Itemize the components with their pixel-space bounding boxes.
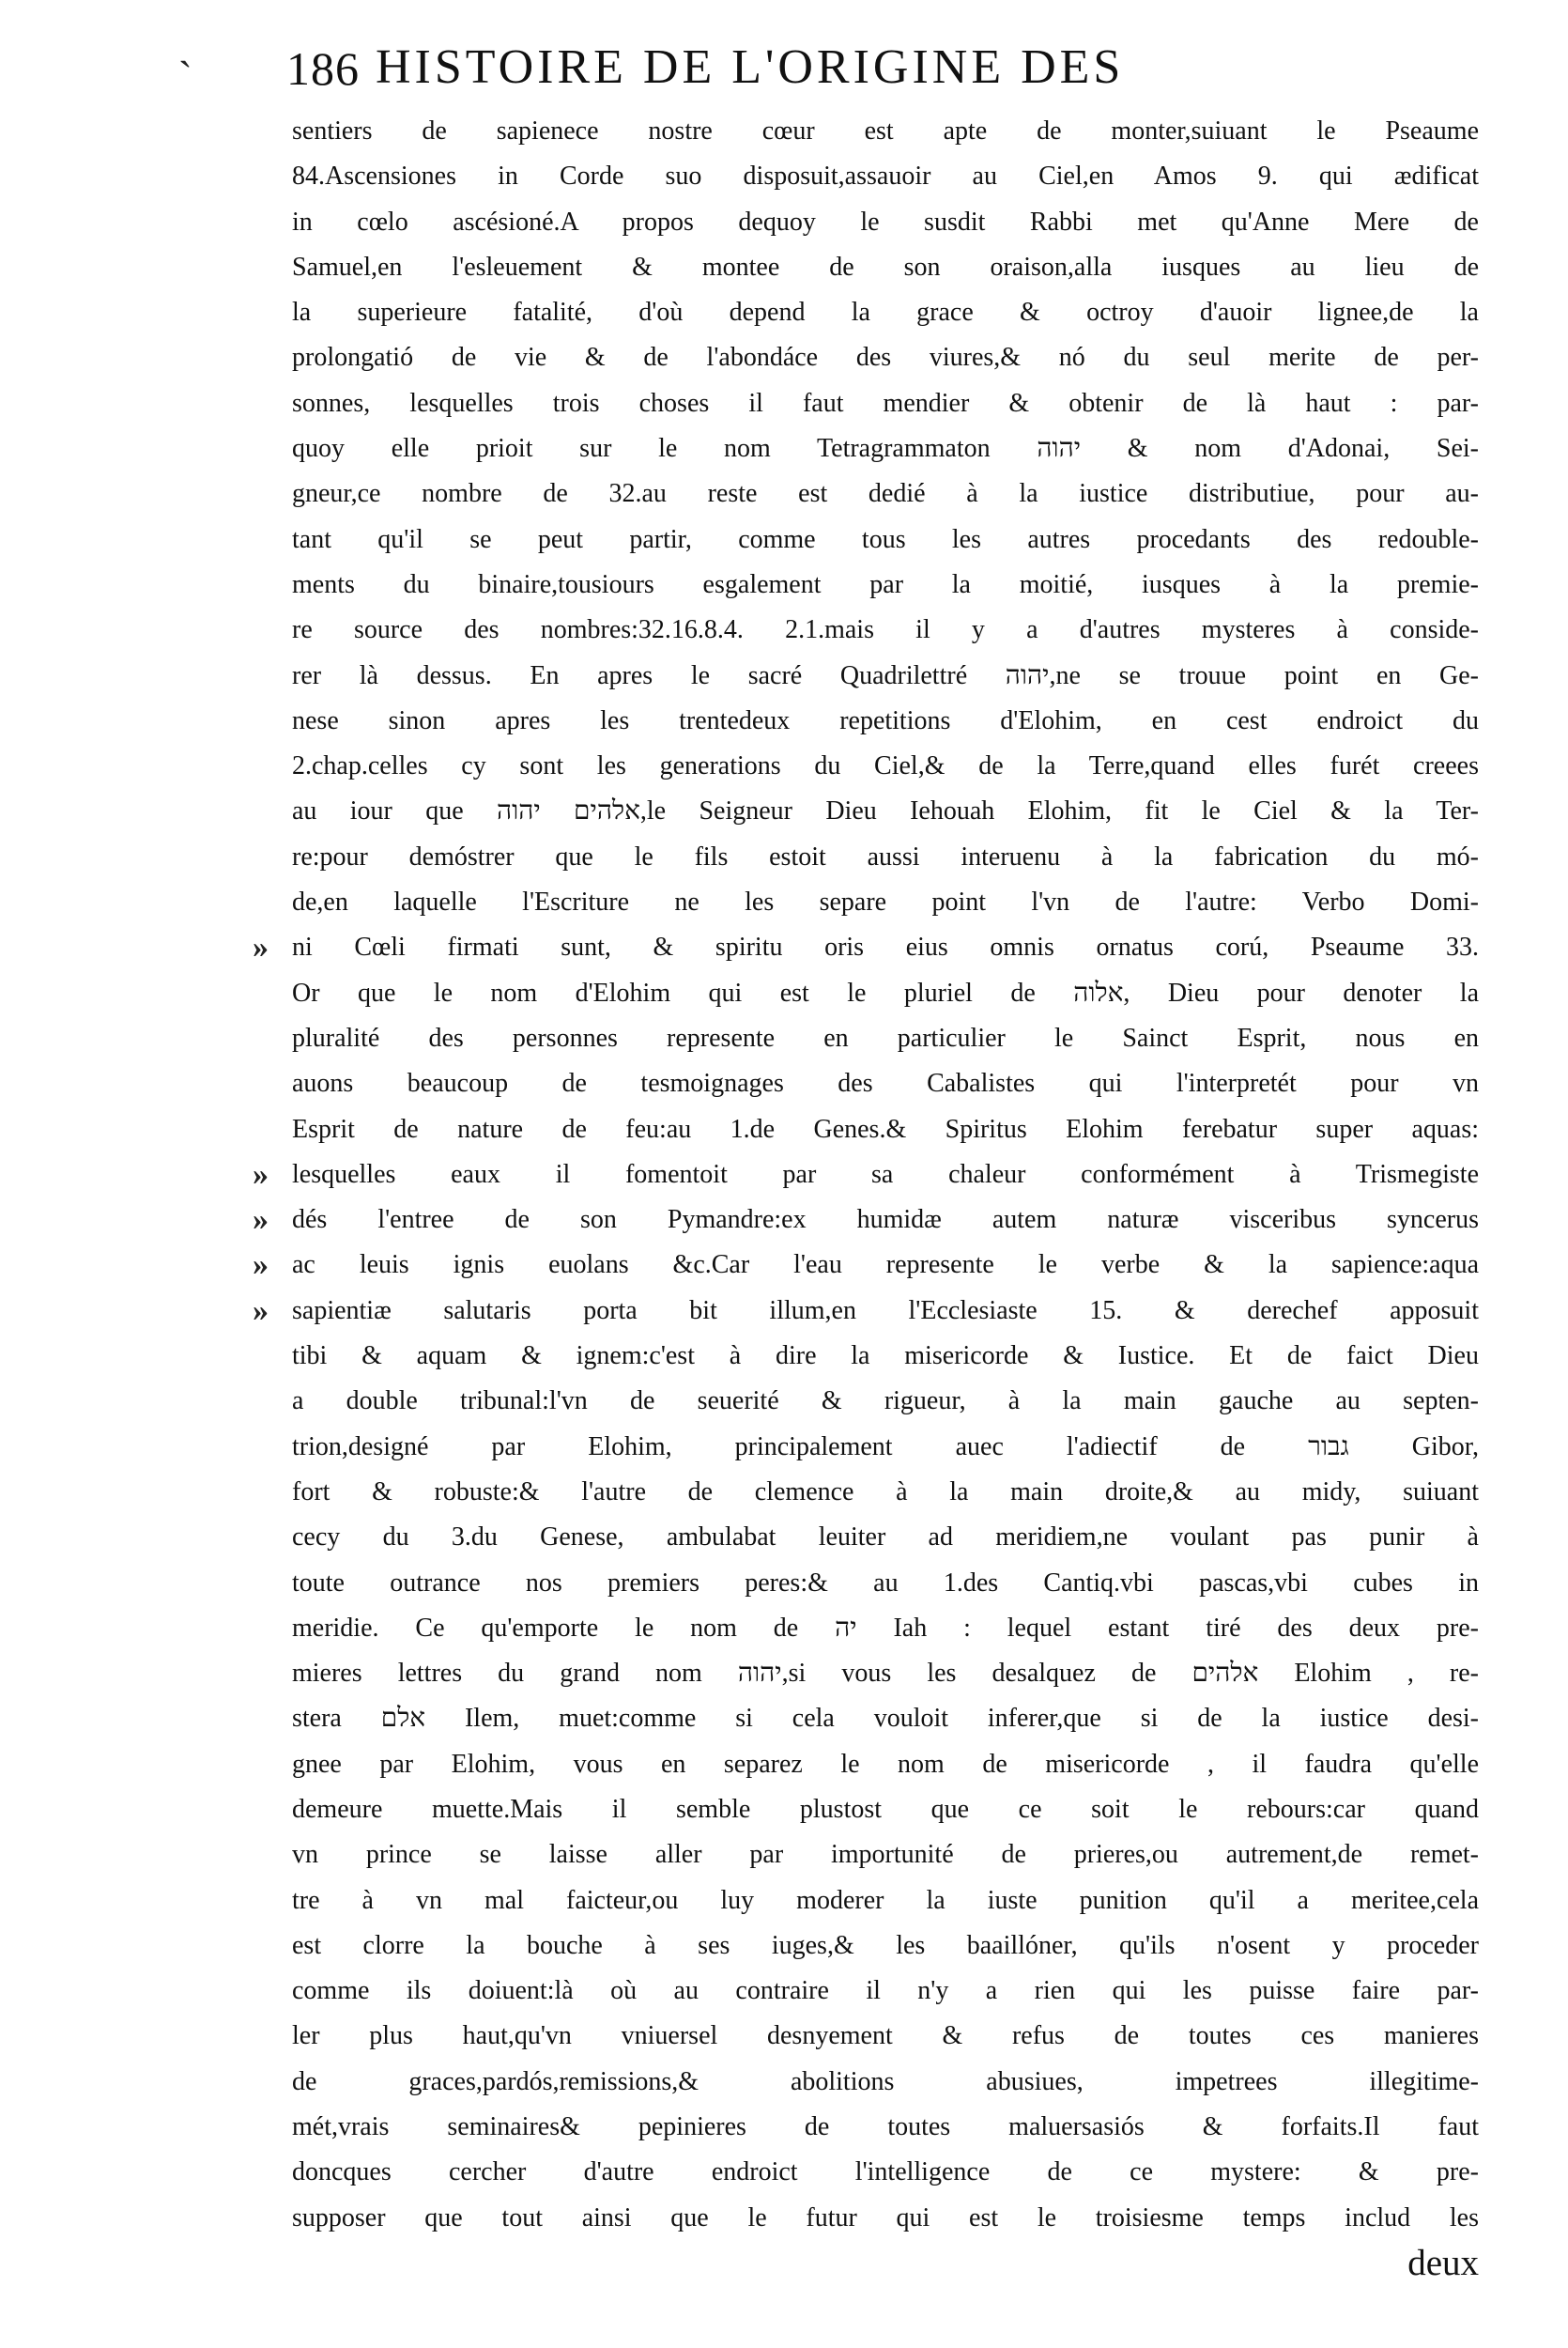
line-text: de,en laquelle l'Escriture ne les separe point l'vn de l'autre: Verbo Domi- (292, 888, 1479, 918)
line-text: meridie. Ce qu'emporte le nom de יה Iah : lequel estant tiré des deux pre- (292, 1613, 1479, 1643)
line-text: mét,vrais seminaires& pepinieres de toutes maluersasiós & forfaits.Il faut (292, 2112, 1479, 2142)
text-line (258, 2105, 1479, 2150)
text-line (253, 1243, 1479, 1288)
text-line (258, 789, 1479, 834)
line-text: stera אלם Ilem, muet:comme si cela vouloit inferer,que si de la iustice desi- (292, 1704, 1479, 1734)
line-text: est clorre la bouche à ses iuges,& les baaillóner, qu'ils n'osent y proceder (292, 1930, 1479, 1960)
line-text: tant qu'il se peut partir, comme tous les autres procedants des redouble- (292, 524, 1479, 554)
text-line (253, 1289, 1479, 1334)
text-line (258, 744, 1479, 789)
page-title: HISTOIRE DE L'ORIGINE DES (376, 40, 1125, 94)
text-line (258, 381, 1479, 426)
line-text: prolongatió de vie & de l'abondáce des viures,& nó du seul merite de per- (292, 343, 1479, 373)
text-line (258, 699, 1479, 744)
line-text: demeure muette.Mais il semble plustost que ce soit le rebours:car quand (292, 1794, 1479, 1824)
page-number: 186 (286, 42, 360, 95)
text-line (258, 563, 1479, 608)
line-text: sapientiæ salutaris porta bit illum,en l'Ecclesiaste 15. & derechef apposuit (292, 1295, 1479, 1325)
line-text: auons beaucoup de tesmoignages des Cabalistes qui l'interpretét pour vn (292, 1069, 1479, 1099)
line-text: mieres lettres du grand nom יהוה,si vous les desalquez de אלהים Elohim , re- (292, 1659, 1479, 1689)
line-text: ac leuis ignis euolans &c.Car l'eau represente le verbe & la sapience:aqua (292, 1250, 1479, 1280)
line-text: quoy elle prioit sur le nom Tetragrammaton יהוה & nom d'Adonai, Sei- (292, 434, 1479, 464)
text-line (258, 426, 1479, 471)
line-text: rer là dessus. En apres le sacré Quadrilettré יהוה,ne se trouue point en Ge- (292, 660, 1479, 690)
text-line (258, 1832, 1479, 1877)
text-line (258, 2150, 1479, 2195)
line-text: au iour que אלהים יהוה,le Seigneur Dieu Iehouah Elohim, fit le Ciel & la Ter- (292, 796, 1480, 826)
line-text: cecy du 3.du Genese, ambulabat leuiter ad meridiem,ne voulant pas punir à (292, 1522, 1479, 1552)
text-line (258, 1787, 1479, 1832)
line-text: supposer que tout ainsi que le futur qui est le troisiesme temps includ les (292, 2202, 1479, 2232)
line-text: tibi & aquam & ignem:c'est à dire la misericorde & Iustice. Et de faict Dieu (292, 1341, 1479, 1371)
text-line (258, 654, 1479, 699)
line-text: Or que le nom d'Elohim qui est le pluriel de אלוה, Dieu pour denoter la (292, 978, 1479, 1008)
text-line (258, 1016, 1479, 1061)
line-text: trion,designé par Elohim, principalement auec l'adiectif de גבור Gibor, (292, 1431, 1479, 1461)
text-line (258, 1334, 1479, 1379)
line-text: Esprit de nature de feu:au 1.de Genes.& Spiritus Elohim ferebatur super aquas: (292, 1114, 1479, 1144)
body-text (253, 109, 1480, 2297)
text-line (258, 1379, 1479, 1424)
text-line (258, 1742, 1479, 1787)
line-text: re:pour demóstrer que le fils estoit aussi interuenu à la fabrication du mó- (292, 842, 1479, 872)
line-text: comme ils doiuent:là où au contraire il n'y a rien qui les puisse faire par- (292, 1976, 1479, 2006)
margin-quote-mark: » (253, 1156, 269, 1192)
text-line (258, 1651, 1479, 1696)
line-text: gneur,ce nombre de 32.au reste est dedié à la iustice distributiue, pour au- (292, 479, 1479, 509)
text-line (258, 109, 1479, 154)
text-line (258, 335, 1479, 380)
text-line (258, 290, 1479, 335)
text-line (258, 1696, 1479, 1741)
line-text: ni Cœli firmati sunt, & spiritu oris eius omnis ornatus corú, Pseaume 33. (292, 933, 1479, 963)
text-line (258, 2196, 1479, 2241)
text-line (258, 1969, 1479, 2014)
line-text: 84.Ascensiones in Corde suo disposuit,assauoir au Ciel,en Amos 9. qui ædificat (292, 162, 1479, 192)
text-line (258, 517, 1479, 563)
line-text: dés l'entree de son Pymandre:ex humidæ autem naturæ visceribus syncerus (292, 1205, 1479, 1235)
text-line (258, 1107, 1479, 1152)
text-line (258, 1878, 1479, 1923)
margin-quote-mark: » (253, 1292, 269, 1328)
text-line (258, 471, 1479, 517)
line-text: nese sinon apres les trentedeux repetitions d'Elohim, en cest endroict du (292, 705, 1479, 735)
text-line (258, 880, 1479, 925)
line-text: deux (1407, 2242, 1479, 2283)
text-line (258, 1515, 1479, 1560)
line-text: doncques cercher d'autre endroict l'intelligence de ce mystere: & pre- (292, 2157, 1479, 2187)
margin-quote-mark: » (253, 930, 269, 965)
line-text: lesquelles eaux il fomentoit par sa chaleur conformément à Trismegiste (292, 1159, 1479, 1189)
line-text: 2.chap.celles cy sont les generations du Ciel,& de la Terre,quand elles furét creees (292, 751, 1479, 781)
line-text: toute outrance nos premiers peres:& au 1.des Cantiq.vbi pascas,vbi cubes in (292, 1568, 1479, 1598)
line-text: gnee par Elohim, vous en separez le nom de misericorde , il faudra qu'elle (292, 1749, 1479, 1779)
line-text: vn prince se laisse aller par importunité de prieres,ou autrement,de remet- (292, 1840, 1479, 1870)
text-line (258, 1470, 1479, 1515)
margin-quote-mark: » (253, 1247, 269, 1283)
line-text: fort & robuste:& l'autre de clemence à la main droite,& au midy, suiuant (292, 1476, 1479, 1506)
text-line (258, 245, 1479, 290)
corner-mark: ` (178, 54, 192, 100)
text-line (258, 971, 1479, 1016)
text-line (258, 1425, 1479, 1470)
line-text: re source des nombres:32.16.8.4. 2.1.mais il y a d'autres mysteres à conside- (292, 615, 1479, 645)
line-text: ments du binaire,tousiours esgalement par la moitié, iusques à la premie- (292, 569, 1479, 599)
text-line (258, 1923, 1479, 1969)
line-text: pluralité des personnes represente en particulier le Sainct Esprit, nous en (292, 1023, 1479, 1053)
text-line (258, 1061, 1479, 1106)
margin-quote-mark: » (253, 1202, 269, 1238)
text-line (258, 200, 1479, 245)
line-text: ler plus haut,qu'vn vniuersel desnyement & refus de toutes ces manieres (292, 2021, 1479, 2051)
text-line (253, 925, 1479, 970)
text-line (258, 2060, 1479, 2105)
text-line (253, 1197, 1479, 1243)
text-line (258, 608, 1479, 653)
line-text: Samuel,en l'esleuement & montee de son oraison,alla iusques au lieu de (292, 252, 1479, 282)
text-line (258, 1606, 1479, 1651)
line-text: sonnes, lesquelles trois choses il faut mendier & obtenir de là haut : par- (292, 388, 1479, 418)
line-text: la superieure fatalité, d'où depend la grace & octroy d'auoir lignee,de la (292, 298, 1479, 328)
text-line (258, 2014, 1479, 2059)
text-line (253, 1152, 1479, 1197)
text-line (258, 835, 1479, 880)
line-text: sentiers de sapienece nostre cœur est apte de monter,suiuant le Pseaume (292, 116, 1479, 146)
line-text: a double tribunal:l'vn de seuerité & rigueur, à la main gauche au septen- (292, 1386, 1479, 1416)
running-head (286, 26, 1310, 111)
text-line (258, 2241, 1479, 2286)
line-text: in cœlo ascésioné.A propos dequoy le susdit Rabbi met qu'Anne Mere de (292, 207, 1479, 237)
text-line (258, 1561, 1479, 1606)
text-line (258, 154, 1479, 199)
line-text: tre à vn mal faicteur,ou luy moderer la iuste punition qu'il a meritee,cela (292, 1885, 1479, 1915)
line-text: de graces,pardós,remissions,& abolitions abusiues, impetrees illegitime- (292, 2066, 1479, 2096)
